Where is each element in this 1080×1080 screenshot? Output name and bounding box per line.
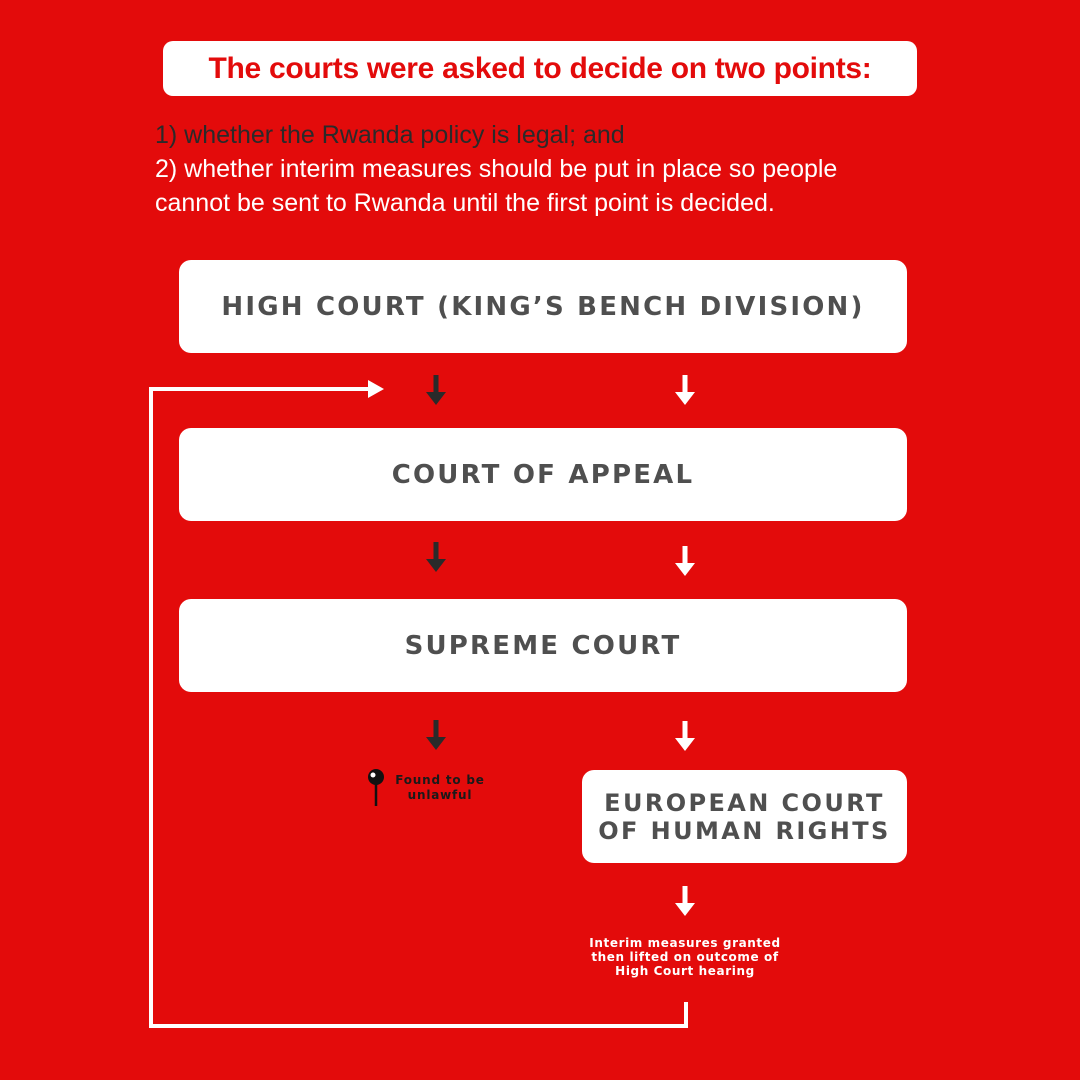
arrow-down-icon xyxy=(426,542,446,572)
page-title: The courts were asked to decide on two points: xyxy=(208,51,872,85)
interim-note-line-2: then lifted on outcome of xyxy=(591,950,779,964)
arrow-down-icon xyxy=(675,721,695,751)
intro-point-1: 1) whether the Rwanda policy is legal; and xyxy=(155,121,625,149)
arrow-down-icon xyxy=(675,375,695,405)
ecthr-label-line-1: EUROPEAN COURT xyxy=(604,788,885,817)
high-court-label: HIGH COURT (KING’S BENCH DIVISION) xyxy=(221,291,865,322)
supreme-court-label: SUPREME COURT xyxy=(404,630,682,661)
arrow-down-icon xyxy=(675,546,695,576)
arrow-down-icon xyxy=(426,720,446,750)
interim-note-line-1: Interim measures granted xyxy=(589,936,781,950)
arrow-down-icon xyxy=(426,375,446,405)
map-pin-icon xyxy=(368,769,384,806)
intro-point-2-line-2: cannot be sent to Rwanda until the first point is decided. xyxy=(155,189,775,217)
unlawful-note-line-1: Found to be xyxy=(395,773,485,787)
court-of-appeal-label: COURT OF APPEAL xyxy=(391,459,695,490)
intro-point-2-line-1: 2) whether interim measures should be put in place so people xyxy=(155,155,838,183)
arrow-down-icon xyxy=(675,886,695,916)
interim-note-line-3: High Court hearing xyxy=(615,964,755,978)
ecthr-label-line-2: OF HUMAN RIGHTS xyxy=(598,816,891,845)
loop-back-connector xyxy=(151,389,686,1026)
unlawful-note-line-2: unlawful xyxy=(407,788,473,802)
arrow-right-icon xyxy=(368,380,384,398)
